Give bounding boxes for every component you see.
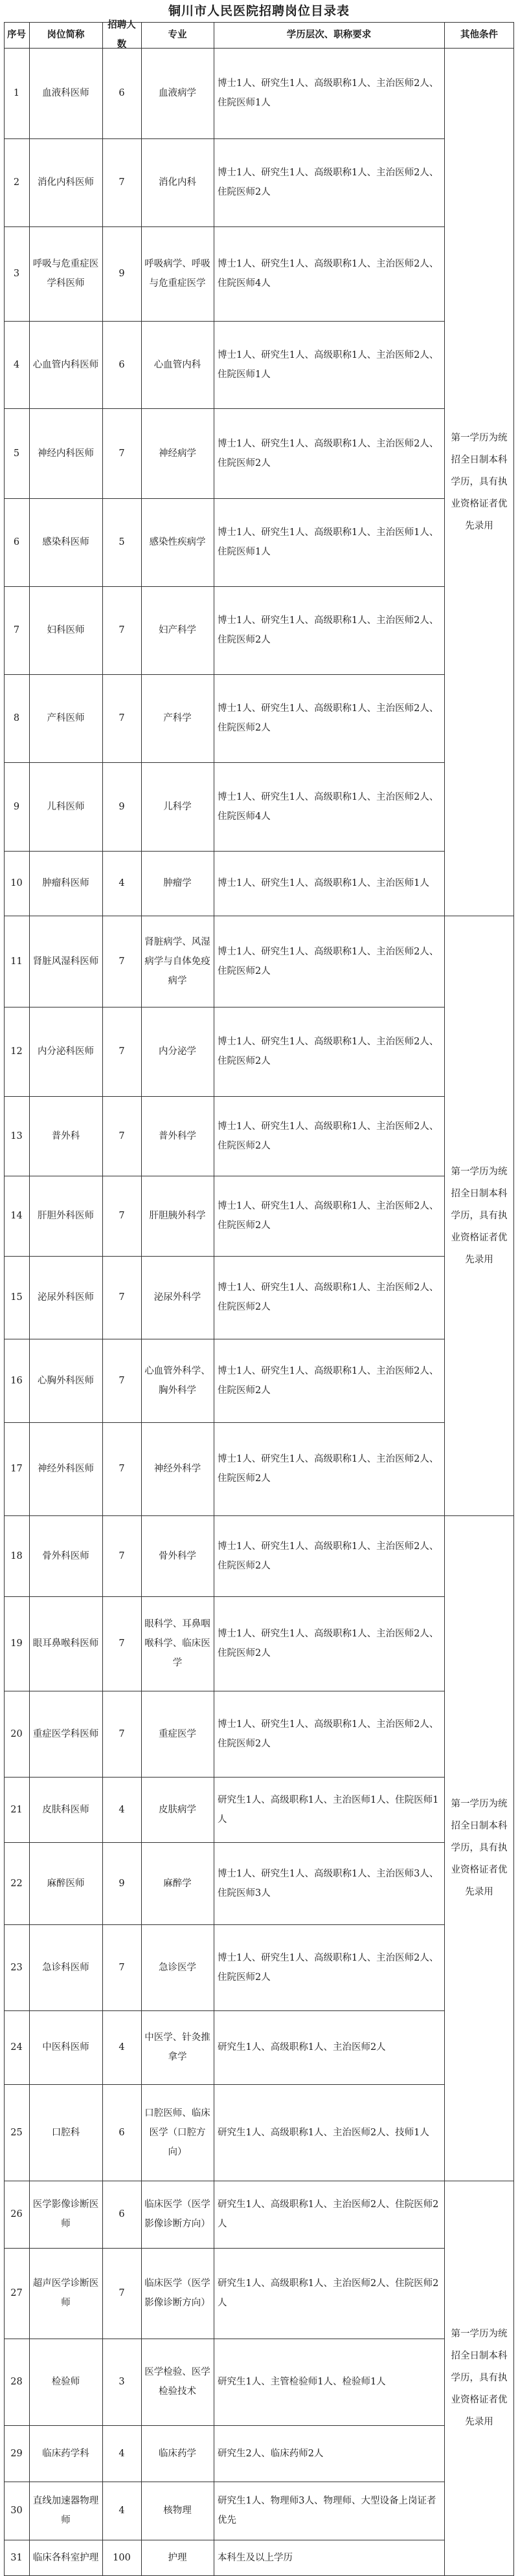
row-number: 2 bbox=[13, 177, 20, 188]
other-conditions: 第一学历为统招全日制本科学历，具有执业资格证者优先录用 bbox=[451, 1166, 508, 1265]
row-number: 25 bbox=[10, 2127, 23, 2138]
hire-count: 9 bbox=[118, 269, 125, 279]
post-name: 肾脏风湿科医师 bbox=[32, 956, 99, 967]
major: 消化内科 bbox=[159, 177, 196, 188]
major: 肝胆胰外科学 bbox=[149, 1211, 206, 1221]
table-row bbox=[4, 851, 514, 916]
hire-count: 7 bbox=[118, 1375, 125, 1386]
requirements: 研究生1人、物理师3人、物理师、大型设备上岗证者优先 bbox=[218, 2496, 436, 2526]
row-number: 28 bbox=[10, 2377, 23, 2387]
row-number: 3 bbox=[13, 269, 20, 279]
post-name: 急诊科医师 bbox=[42, 1962, 89, 1973]
row-number: 7 bbox=[13, 625, 20, 635]
table-row bbox=[4, 586, 514, 674]
row-number: 17 bbox=[10, 1464, 23, 1474]
major: 口腔医师、临床医学（口腔方向） bbox=[144, 2108, 210, 2157]
hire-count: 4 bbox=[118, 2505, 125, 2516]
hire-count: 7 bbox=[118, 1464, 125, 1474]
requirements: 博士1人、研究生1人、高级职称1人、主治医师2人、住院医师2人 bbox=[218, 168, 439, 197]
column-divider bbox=[444, 22, 445, 2575]
post-name: 口腔科 bbox=[51, 2127, 80, 2138]
table-row bbox=[4, 1256, 514, 1339]
hire-count: 4 bbox=[118, 2042, 125, 2053]
table-row bbox=[4, 2540, 514, 2575]
row-divider bbox=[4, 1596, 444, 1597]
header-requirements: 学历层次、职称要求 bbox=[286, 29, 372, 40]
hire-count: 7 bbox=[118, 1962, 125, 1973]
table-row bbox=[4, 2482, 514, 2540]
post-name: 检验师 bbox=[51, 2377, 80, 2387]
row-number: 10 bbox=[10, 878, 23, 888]
row-divider bbox=[4, 48, 514, 49]
hire-count: 4 bbox=[118, 878, 125, 888]
requirements: 博士1人、研究生1人、高级职称1人、主治医师2人、住院医师4人 bbox=[218, 259, 439, 289]
major: 感染性疾病学 bbox=[149, 537, 206, 547]
row-divider bbox=[4, 1256, 444, 1257]
requirements: 研究生2人、临床药师2人 bbox=[218, 2448, 324, 2459]
hire-count: 6 bbox=[118, 359, 125, 370]
hire-count: 7 bbox=[118, 713, 125, 723]
post-name: 肝胆外科医师 bbox=[38, 1211, 94, 1221]
major: 产科学 bbox=[163, 713, 192, 723]
major: 核物理 bbox=[163, 2505, 192, 2516]
major: 肿瘤学 bbox=[163, 878, 192, 888]
row-divider bbox=[4, 1924, 444, 1925]
hire-count: 7 bbox=[118, 2288, 125, 2298]
table-row bbox=[4, 1924, 514, 2010]
row-divider bbox=[4, 2248, 444, 2249]
column-divider bbox=[4, 22, 5, 2575]
row-number: 24 bbox=[10, 2042, 23, 2053]
requirements: 博士1人、研究生1人、高级职称1人、主治医师2人、住院医师2人 bbox=[218, 1037, 439, 1066]
row-number: 27 bbox=[10, 2288, 23, 2298]
requirements: 博士1人、研究生1人、高级职称1人、主治医师2人、住院医师2人 bbox=[218, 946, 439, 976]
hire-count: 4 bbox=[118, 1804, 125, 1815]
hire-count: 7 bbox=[118, 1130, 125, 1141]
hire-count: 6 bbox=[118, 2209, 125, 2219]
hire-count: 7 bbox=[118, 956, 125, 967]
major: 呼吸病学、呼吸与危重症医学 bbox=[144, 259, 210, 289]
post-name: 麻醉医师 bbox=[47, 1878, 85, 1889]
requirements: 博士1人、研究生1人、高级职称1人、主治医师2人、住院医师1人 bbox=[218, 78, 439, 108]
post-name: 妇科医师 bbox=[47, 625, 85, 635]
row-divider bbox=[4, 586, 444, 587]
hire-count: 9 bbox=[118, 801, 125, 812]
hire-count: 7 bbox=[118, 1292, 125, 1303]
major: 内分泌学 bbox=[159, 1046, 196, 1057]
row-divider bbox=[4, 2010, 444, 2011]
row-number: 4 bbox=[13, 359, 20, 370]
recruitment-table bbox=[4, 19, 514, 2575]
row-divider bbox=[4, 1515, 514, 1516]
major: 急诊医学 bbox=[159, 1962, 196, 1973]
post-name: 泌尿外科医师 bbox=[38, 1292, 94, 1303]
requirements: 博士1人、研究生1人、高级职称1人、主治医师2人、住院医师2人 bbox=[218, 703, 439, 733]
requirements: 博士1人、研究生1人、高级职称1人、主治医师2人、住院医师2人 bbox=[218, 1541, 439, 1571]
hire-count: 7 bbox=[118, 1728, 125, 1739]
post-name: 普外科 bbox=[51, 1130, 80, 1141]
major: 麻醉学 bbox=[163, 1878, 192, 1889]
table-row bbox=[4, 674, 514, 762]
post-name: 重症医学科医师 bbox=[32, 1728, 99, 1739]
table-row bbox=[4, 1777, 514, 1842]
post-name: 临床药学科 bbox=[42, 2448, 89, 2459]
post-name: 心胸外科医师 bbox=[38, 1375, 94, 1386]
post-name: 内分泌科医师 bbox=[38, 1046, 94, 1057]
post-name: 感染科医师 bbox=[42, 537, 89, 547]
post-name: 中医科医师 bbox=[42, 2042, 89, 2053]
table-row bbox=[4, 1422, 514, 1515]
post-name: 消化内科医师 bbox=[38, 177, 94, 188]
header-major: 专业 bbox=[168, 29, 187, 40]
hire-count: 100 bbox=[113, 2552, 131, 2563]
table-row bbox=[4, 2425, 514, 2482]
hire-count: 7 bbox=[118, 1046, 125, 1057]
row-divider bbox=[4, 138, 444, 139]
row-divider bbox=[4, 408, 444, 409]
hire-count: 3 bbox=[118, 2377, 125, 2387]
requirements: 研究生1人、主管检验师1人、检验师1人 bbox=[218, 2377, 386, 2387]
post-name: 神经外科医师 bbox=[38, 1464, 94, 1474]
hire-count: 7 bbox=[118, 1638, 125, 1649]
major: 重症医学 bbox=[159, 1728, 196, 1739]
major: 神经外科学 bbox=[153, 1464, 201, 1474]
row-number: 31 bbox=[10, 2552, 23, 2563]
row-number: 21 bbox=[10, 1804, 23, 1815]
row-number: 29 bbox=[10, 2448, 23, 2459]
table-row bbox=[4, 2084, 514, 2181]
column-divider bbox=[102, 22, 103, 2575]
page-title: 铜川市人民医院招聘岗位目录表 bbox=[168, 4, 350, 18]
column-divider bbox=[141, 22, 142, 2575]
table-row bbox=[4, 48, 514, 138]
row-divider bbox=[4, 22, 514, 23]
major: 医学检验、医学检验技术 bbox=[144, 2367, 210, 2397]
row-divider bbox=[4, 1096, 444, 1097]
post-name: 儿科医师 bbox=[47, 801, 85, 812]
hire-count: 7 bbox=[118, 1550, 125, 1561]
major: 心血管内科 bbox=[153, 359, 201, 370]
major: 泌尿外科学 bbox=[153, 1292, 201, 1303]
hire-count: 7 bbox=[118, 448, 125, 459]
row-number: 20 bbox=[10, 1728, 23, 1739]
header-no: 序号 bbox=[7, 29, 26, 40]
row-divider bbox=[4, 2425, 444, 2426]
hire-count: 7 bbox=[118, 177, 125, 188]
requirements: 博士1人、研究生1人、高级职称1人、主治医师3人、住院医师3人 bbox=[218, 1868, 439, 1899]
post-name: 呼吸与危重症医学科医师 bbox=[32, 259, 99, 289]
table-row bbox=[4, 1596, 514, 1691]
hire-count: 7 bbox=[118, 625, 125, 635]
table-row bbox=[4, 1691, 514, 1777]
table-row bbox=[4, 498, 514, 586]
table-row bbox=[4, 226, 514, 321]
post-name: 临床各科室护理 bbox=[32, 2552, 99, 2563]
row-number: 30 bbox=[10, 2505, 23, 2516]
row-divider bbox=[4, 851, 444, 852]
table-row bbox=[4, 1515, 514, 1596]
row-divider bbox=[4, 674, 444, 675]
other-conditions: 第一学历为统招全日制本科学历，具有执业资格证者优先录用 bbox=[451, 432, 508, 531]
requirements: 博士1人、研究生1人、高级职称1人、主治医师2人、住院医师1人 bbox=[218, 349, 439, 380]
requirements: 研究生1人、高级职称1人、主治医师2人、住院医师2人 bbox=[218, 2199, 439, 2229]
row-number: 26 bbox=[10, 2209, 23, 2219]
row-divider bbox=[4, 1777, 444, 1778]
row-number: 22 bbox=[10, 1878, 23, 1889]
other-conditions: 第一学历为统招全日制本科学历，具有执业资格证者优先录用 bbox=[451, 1799, 508, 1897]
table-row bbox=[4, 1176, 514, 1256]
row-divider bbox=[4, 1422, 444, 1423]
table-row bbox=[4, 1007, 514, 1096]
major: 神经病学 bbox=[159, 448, 196, 459]
requirements: 博士1人、研究生1人、高级职称1人、主治医师2人、住院医师2人 bbox=[218, 1719, 439, 1749]
row-divider bbox=[4, 2084, 444, 2085]
requirements: 研究生1人、高级职称1人、主治医师2人 bbox=[218, 2042, 386, 2053]
major: 儿科学 bbox=[163, 801, 192, 812]
header-other: 其他条件 bbox=[460, 29, 498, 40]
hire-count: 6 bbox=[118, 2127, 125, 2138]
row-number: 15 bbox=[10, 1292, 23, 1303]
row-number: 5 bbox=[13, 448, 20, 459]
requirements: 研究生1人、高级职称1人、主治医师2人、技师1人 bbox=[218, 2127, 429, 2138]
row-divider bbox=[4, 226, 444, 227]
post-name: 直线加速器物理师 bbox=[32, 2496, 99, 2526]
table-row bbox=[4, 1096, 514, 1176]
requirements: 博士1人、研究生1人、高级职称1人、主治医师2人、住院医师2人 bbox=[218, 615, 439, 645]
requirements: 博士1人、研究生1人、高级职称1人、主治医师2人、住院医师2人 bbox=[218, 1201, 439, 1231]
requirements: 博士1人、研究生1人、高级职称1人、主治医师2人、住院医师4人 bbox=[218, 791, 439, 822]
hire-count: 9 bbox=[118, 1878, 125, 1889]
requirements: 博士1人、研究生1人、高级职称1人、主治医师2人、住院医师2人 bbox=[218, 1454, 439, 1484]
requirements: 研究生1人、高级职称1人、主治医师2人、住院医师2人 bbox=[218, 2278, 439, 2308]
table-row bbox=[4, 916, 514, 1007]
major: 临床医学（医学影像诊断方向） bbox=[144, 2199, 210, 2229]
hire-count: 7 bbox=[118, 1211, 125, 1221]
row-number: 18 bbox=[10, 1550, 23, 1561]
row-number: 13 bbox=[10, 1130, 23, 1141]
requirements: 博士1人、研究生1人、高级职称1人、主治医师1人、住院医师1人 bbox=[218, 527, 439, 557]
row-number: 23 bbox=[10, 1962, 23, 1973]
row-number: 8 bbox=[13, 713, 20, 723]
row-number: 16 bbox=[10, 1375, 23, 1386]
requirements: 博士1人、研究生1人、高级职称1人、主治医师2人、住院医师2人 bbox=[218, 1282, 439, 1312]
row-number: 6 bbox=[13, 537, 20, 547]
major: 血液病学 bbox=[159, 88, 196, 98]
requirements: 研究生1人、高级职称1人、主治医师1人、住院医师1人 bbox=[218, 1794, 439, 1825]
requirements: 博士1人、研究生1人、高级职称1人、主治医师2人、住院医师2人 bbox=[218, 1365, 439, 1396]
table-row bbox=[4, 2248, 514, 2339]
row-number: 11 bbox=[10, 956, 23, 967]
other-conditions: 第一学历为统招全日制本科学历，具有执业资格证者优先录用 bbox=[451, 2329, 508, 2427]
major: 心血管外科学、胸外科学 bbox=[144, 1365, 210, 1396]
post-name: 心血管内科医师 bbox=[32, 359, 99, 370]
hire-count: 6 bbox=[118, 88, 125, 98]
major: 临床药学 bbox=[159, 2448, 196, 2459]
header-post: 岗位简称 bbox=[47, 29, 85, 40]
column-divider bbox=[513, 22, 514, 2575]
table-row bbox=[4, 2010, 514, 2084]
requirements: 博士1人、研究生1人、高级职称1人、主治医师2人、住院医师2人 bbox=[218, 438, 439, 468]
table-row bbox=[4, 2181, 514, 2248]
major: 骨外科学 bbox=[159, 1550, 196, 1561]
table-row bbox=[4, 762, 514, 851]
row-number: 1 bbox=[13, 88, 20, 98]
major: 普外科学 bbox=[159, 1130, 196, 1141]
major: 中医学、针灸推拿学 bbox=[144, 2032, 210, 2062]
row-number: 12 bbox=[10, 1046, 23, 1057]
row-divider bbox=[4, 762, 444, 763]
major: 皮肤病学 bbox=[159, 1804, 196, 1815]
major: 护理 bbox=[168, 2552, 187, 2563]
row-divider bbox=[4, 321, 444, 322]
major: 眼科学、耳鼻咽喉科学、临床医学 bbox=[144, 1619, 210, 1668]
hire-count: 5 bbox=[118, 537, 125, 547]
post-name: 超声医学诊断医师 bbox=[32, 2278, 99, 2308]
table-row bbox=[4, 408, 514, 498]
requirements: 博士1人、研究生1人、高级职称1人、主治医师2人、住院医师2人 bbox=[218, 1121, 439, 1151]
post-name: 产科医师 bbox=[47, 713, 85, 723]
major: 肾脏病学、风湿病学与自体免疫病学 bbox=[144, 936, 210, 986]
table-row bbox=[4, 2339, 514, 2425]
requirements: 博士1人、研究生1人、高级职称1人、主治医师1人 bbox=[218, 878, 429, 888]
row-divider bbox=[4, 1842, 444, 1843]
post-name: 皮肤科医师 bbox=[42, 1804, 89, 1815]
table-row bbox=[4, 321, 514, 408]
requirements: 博士1人、研究生1人、高级职称1人、主治医师2人、住院医师2人 bbox=[218, 1952, 439, 1983]
requirements: 本科生及以上学历 bbox=[218, 2552, 293, 2563]
major: 妇产科学 bbox=[159, 625, 196, 635]
header-count: 招聘人数 bbox=[107, 19, 136, 50]
hire-count: 4 bbox=[118, 2448, 125, 2459]
post-name: 肿瘤科医师 bbox=[42, 878, 89, 888]
post-name: 医学影像诊断医师 bbox=[32, 2199, 99, 2229]
post-name: 神经内科医师 bbox=[38, 448, 94, 459]
table-row bbox=[4, 138, 514, 226]
post-name: 骨外科医师 bbox=[42, 1550, 89, 1561]
row-number: 14 bbox=[10, 1211, 23, 1221]
row-divider bbox=[4, 498, 444, 499]
column-divider bbox=[29, 22, 30, 2575]
post-name: 血液科医师 bbox=[42, 88, 89, 98]
table-row bbox=[4, 1339, 514, 1422]
row-number: 19 bbox=[10, 1638, 23, 1649]
row-number: 9 bbox=[13, 801, 20, 812]
post-name: 眼耳鼻喉科医师 bbox=[32, 1638, 99, 1649]
requirements: 博士1人、研究生1人、高级职称1人、主治医师2人、住院医师2人 bbox=[218, 1629, 439, 1658]
table-row bbox=[4, 1842, 514, 1924]
major: 临床医学（医学影像诊断方向） bbox=[144, 2278, 210, 2308]
